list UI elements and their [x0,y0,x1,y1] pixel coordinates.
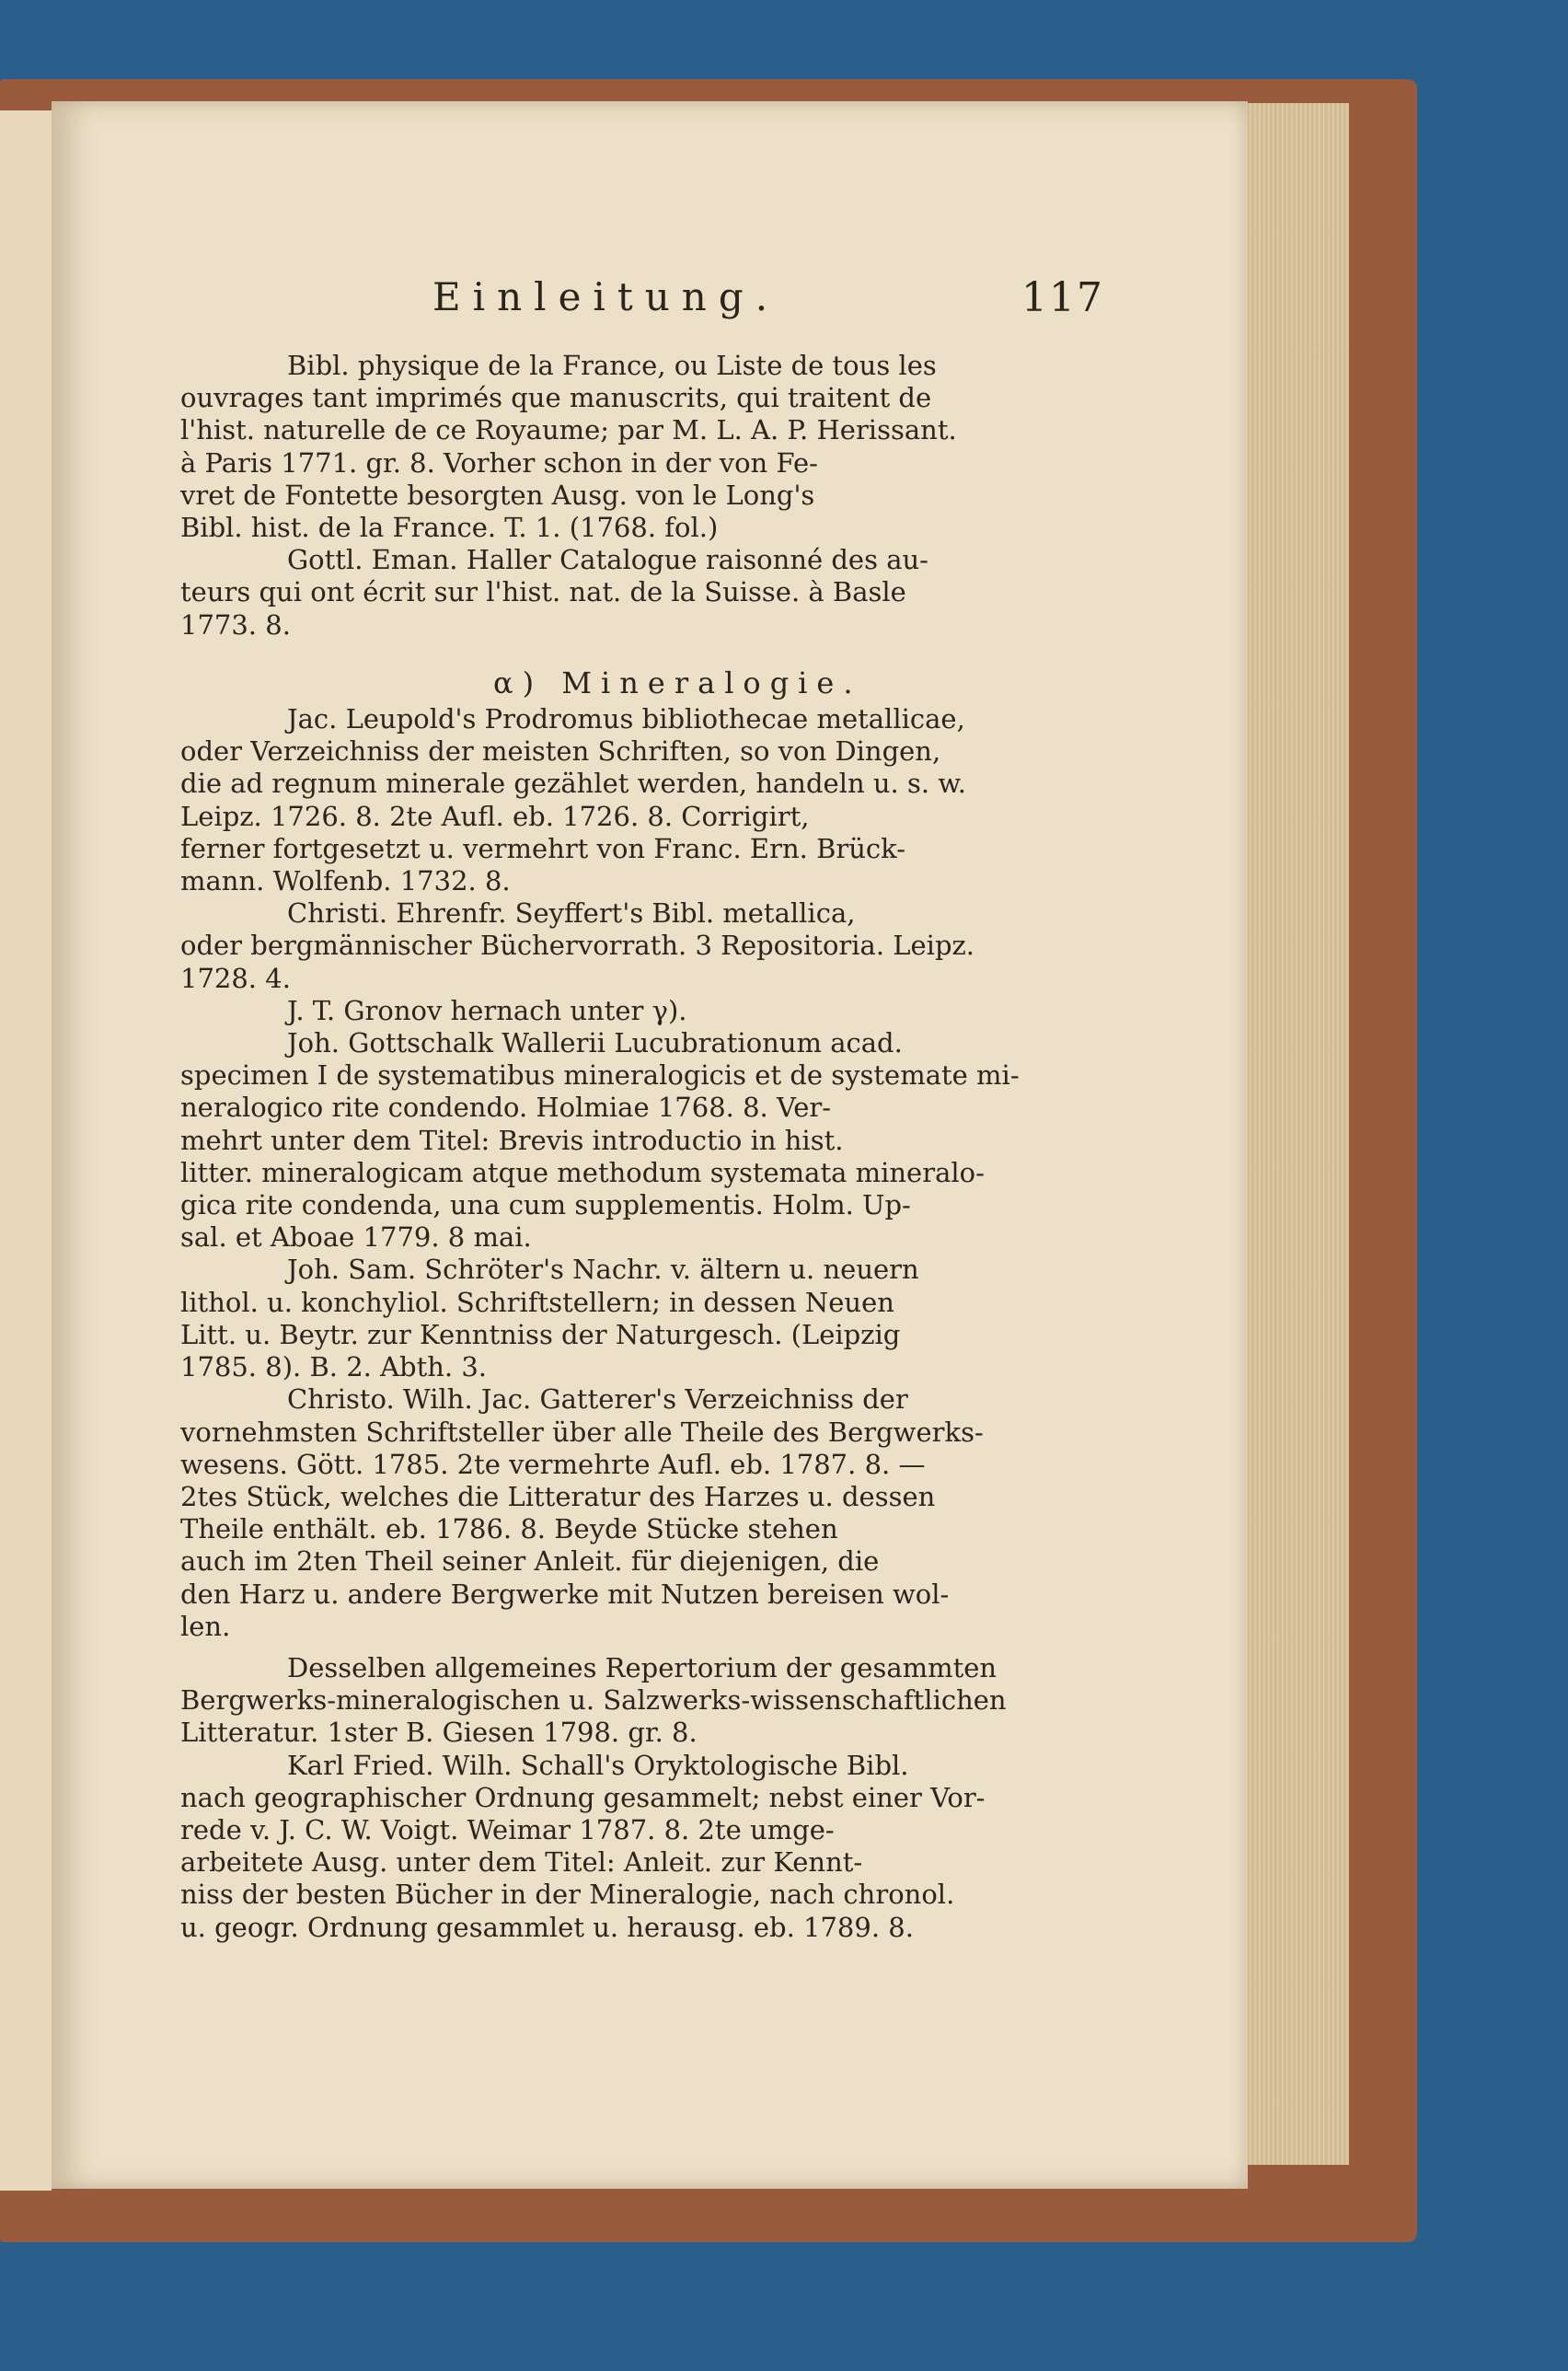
text-line: 1728. 4. [180,962,291,994]
text-line: ferner fortgesetzt u. vermehrt von Franc. Ern. Brück- [180,832,906,864]
text-line: vret de Fontette besorgten Ausg. von le Long's [180,479,815,511]
entry-desselben [180,1652,1101,1750]
running-head: Einleitung. [432,274,780,319]
text-line: 1773. 8. [180,608,291,641]
text-line: Joh. Sam. Schröter's Nachr. v. ältern u. neuern [287,1254,919,1286]
text-line: die ad regnum minerale gezählet werden, handeln u. s. w. [180,768,966,800]
text-line: wesens. Gött. 1785. 2te vermehrte Aufl. eb. 1787. 8. — [180,1448,926,1480]
text-line: Bibl. physique de la France, ou Liste de tous les [287,350,937,381]
text-line: 1785. 8). B. 2. Abth. 3. [180,1351,488,1383]
page-edges [1244,103,1349,2165]
text-line: den Harz u. andere Bergwerke mit Nutzen bereisen wol- [180,1578,950,1610]
text-line: gica rite condenda, una cum supplementis. Holm. Up- [180,1189,911,1221]
text-line: litter. mineralogicam atque methodum systemata mineralo- [180,1156,985,1188]
text-line: rede v. J. C. W. Voigt. Weimar 1787. 8. 2te umge- [180,1813,835,1845]
text-line: Litteratur. 1ster B. Giesen 1798. gr. 8. [180,1717,698,1749]
left-page-edge [0,110,52,2191]
text-line: Leipz. 1726. 8. 2te Aufl. eb. 1726. 8. Corrigirt, [180,800,810,832]
page-body [180,350,1101,1944]
entry-gatterer [180,1383,1101,1643]
text-line: niss der besten Bücher in der Mineralogie, nach chronol. [180,1879,955,1911]
text-line: 2tes Stück, welches die Litteratur des Harzes u. dessen [180,1480,936,1512]
entry-seyffert [180,897,1101,995]
entry-leupold [180,703,1101,897]
text-line: oder bergmännischer Büchervorrath. 3 Repositoria. Leipz. [180,930,975,962]
text-line: J. T. Gronov hernach unter γ). [287,994,687,1026]
text-line: sal. et Aboae 1779. 8 mai. [180,1221,532,1254]
text-line: Jac. Leupold's Prodromus bibliothecae metallicae, [287,703,965,735]
text-line: Theile enthält. eb. 1786. 8. Beyde Stücke stehen [180,1513,838,1545]
text-line: Litt. u. Beytr. zur Kenntniss der Naturgesch. (Leipzig [180,1318,901,1350]
entry-gronov [180,995,1101,1027]
text-line: arbeitete Ausg. unter dem Titel: Anleit. zur Kennt- [180,1846,863,1879]
text-line: u. geogr. Ordnung gesammlet u. herausg. eb. 1789. 8. [180,1911,914,1943]
entry-schall [180,1750,1101,1944]
text-line: Karl Fried. Wilh. Schall's Oryktologische Bibl. [287,1749,909,1781]
text-line: l'hist. naturelle de ce Royaume; par M. L. A. P. Herissant. [180,414,957,446]
text-line: mehrt unter dem Titel: Brevis introductio in hist. [180,1124,844,1156]
entry-wallerius [180,1027,1101,1254]
text-line: Bibl. hist. de la France. T. 1. (1768. fol.) [180,512,719,544]
entry-schroeter [180,1254,1101,1383]
text-line: Joh. Gottschalk Wallerii Lucubrationum acad. [287,1027,903,1059]
text-line: Gottl. Eman. Haller Catalogue raisonné des au- [287,544,928,576]
text-line: mann. Wolfenb. 1732. 8. [180,865,511,897]
page-number: 117 [1021,274,1104,321]
page-header [386,274,1159,330]
text-line: teurs qui ont écrit sur l'hist. nat. de la Suisse. à Basle [180,576,906,608]
text-line: specimen I de systematibus mineralogicis et de systemate mi- [180,1059,1020,1092]
text-line: à Paris 1771. gr. 8. Vorher schon in der von Fe- [180,446,818,479]
text-line: vornehmsten Schriftsteller über alle Theile des Bergwerks- [180,1416,984,1448]
text-line: len. [180,1610,231,1642]
text-line: Christo. Wilh. Jac. Gatterer's Verzeichniss der [287,1383,908,1416]
text-line: nach geographischer Ordnung gesammelt; nebst einer Vor- [180,1781,986,1813]
text-line: Christi. Ehrenfr. Seyffert's Bibl. metallica, [287,897,856,930]
text-line: neralogico rite condendo. Holmiae 1768. 8. Ver- [180,1092,832,1124]
text-line: lithol. u. konchyliol. Schriftstellern; in dessen Neuen [180,1286,894,1318]
text-line: Bergwerks-mineralogischen u. Salzwerks-wissenschaftlichen [180,1684,1007,1717]
text-line: oder Verzeichniss der meisten Schriften, so von Dingen, [180,735,941,768]
text-line: auch im 2ten Theil seiner Anleit. für diejenigen, die [180,1545,880,1578]
text-line: ouvrages tant imprimés que manuscrits, qui traitent de [180,382,932,414]
entry-haller [180,544,1101,642]
section-heading: α) Mineralogie. [493,665,862,700]
text-line: Desselben allgemeines Repertorium der gesammten [287,1651,997,1683]
entry-herissant [180,350,1101,544]
